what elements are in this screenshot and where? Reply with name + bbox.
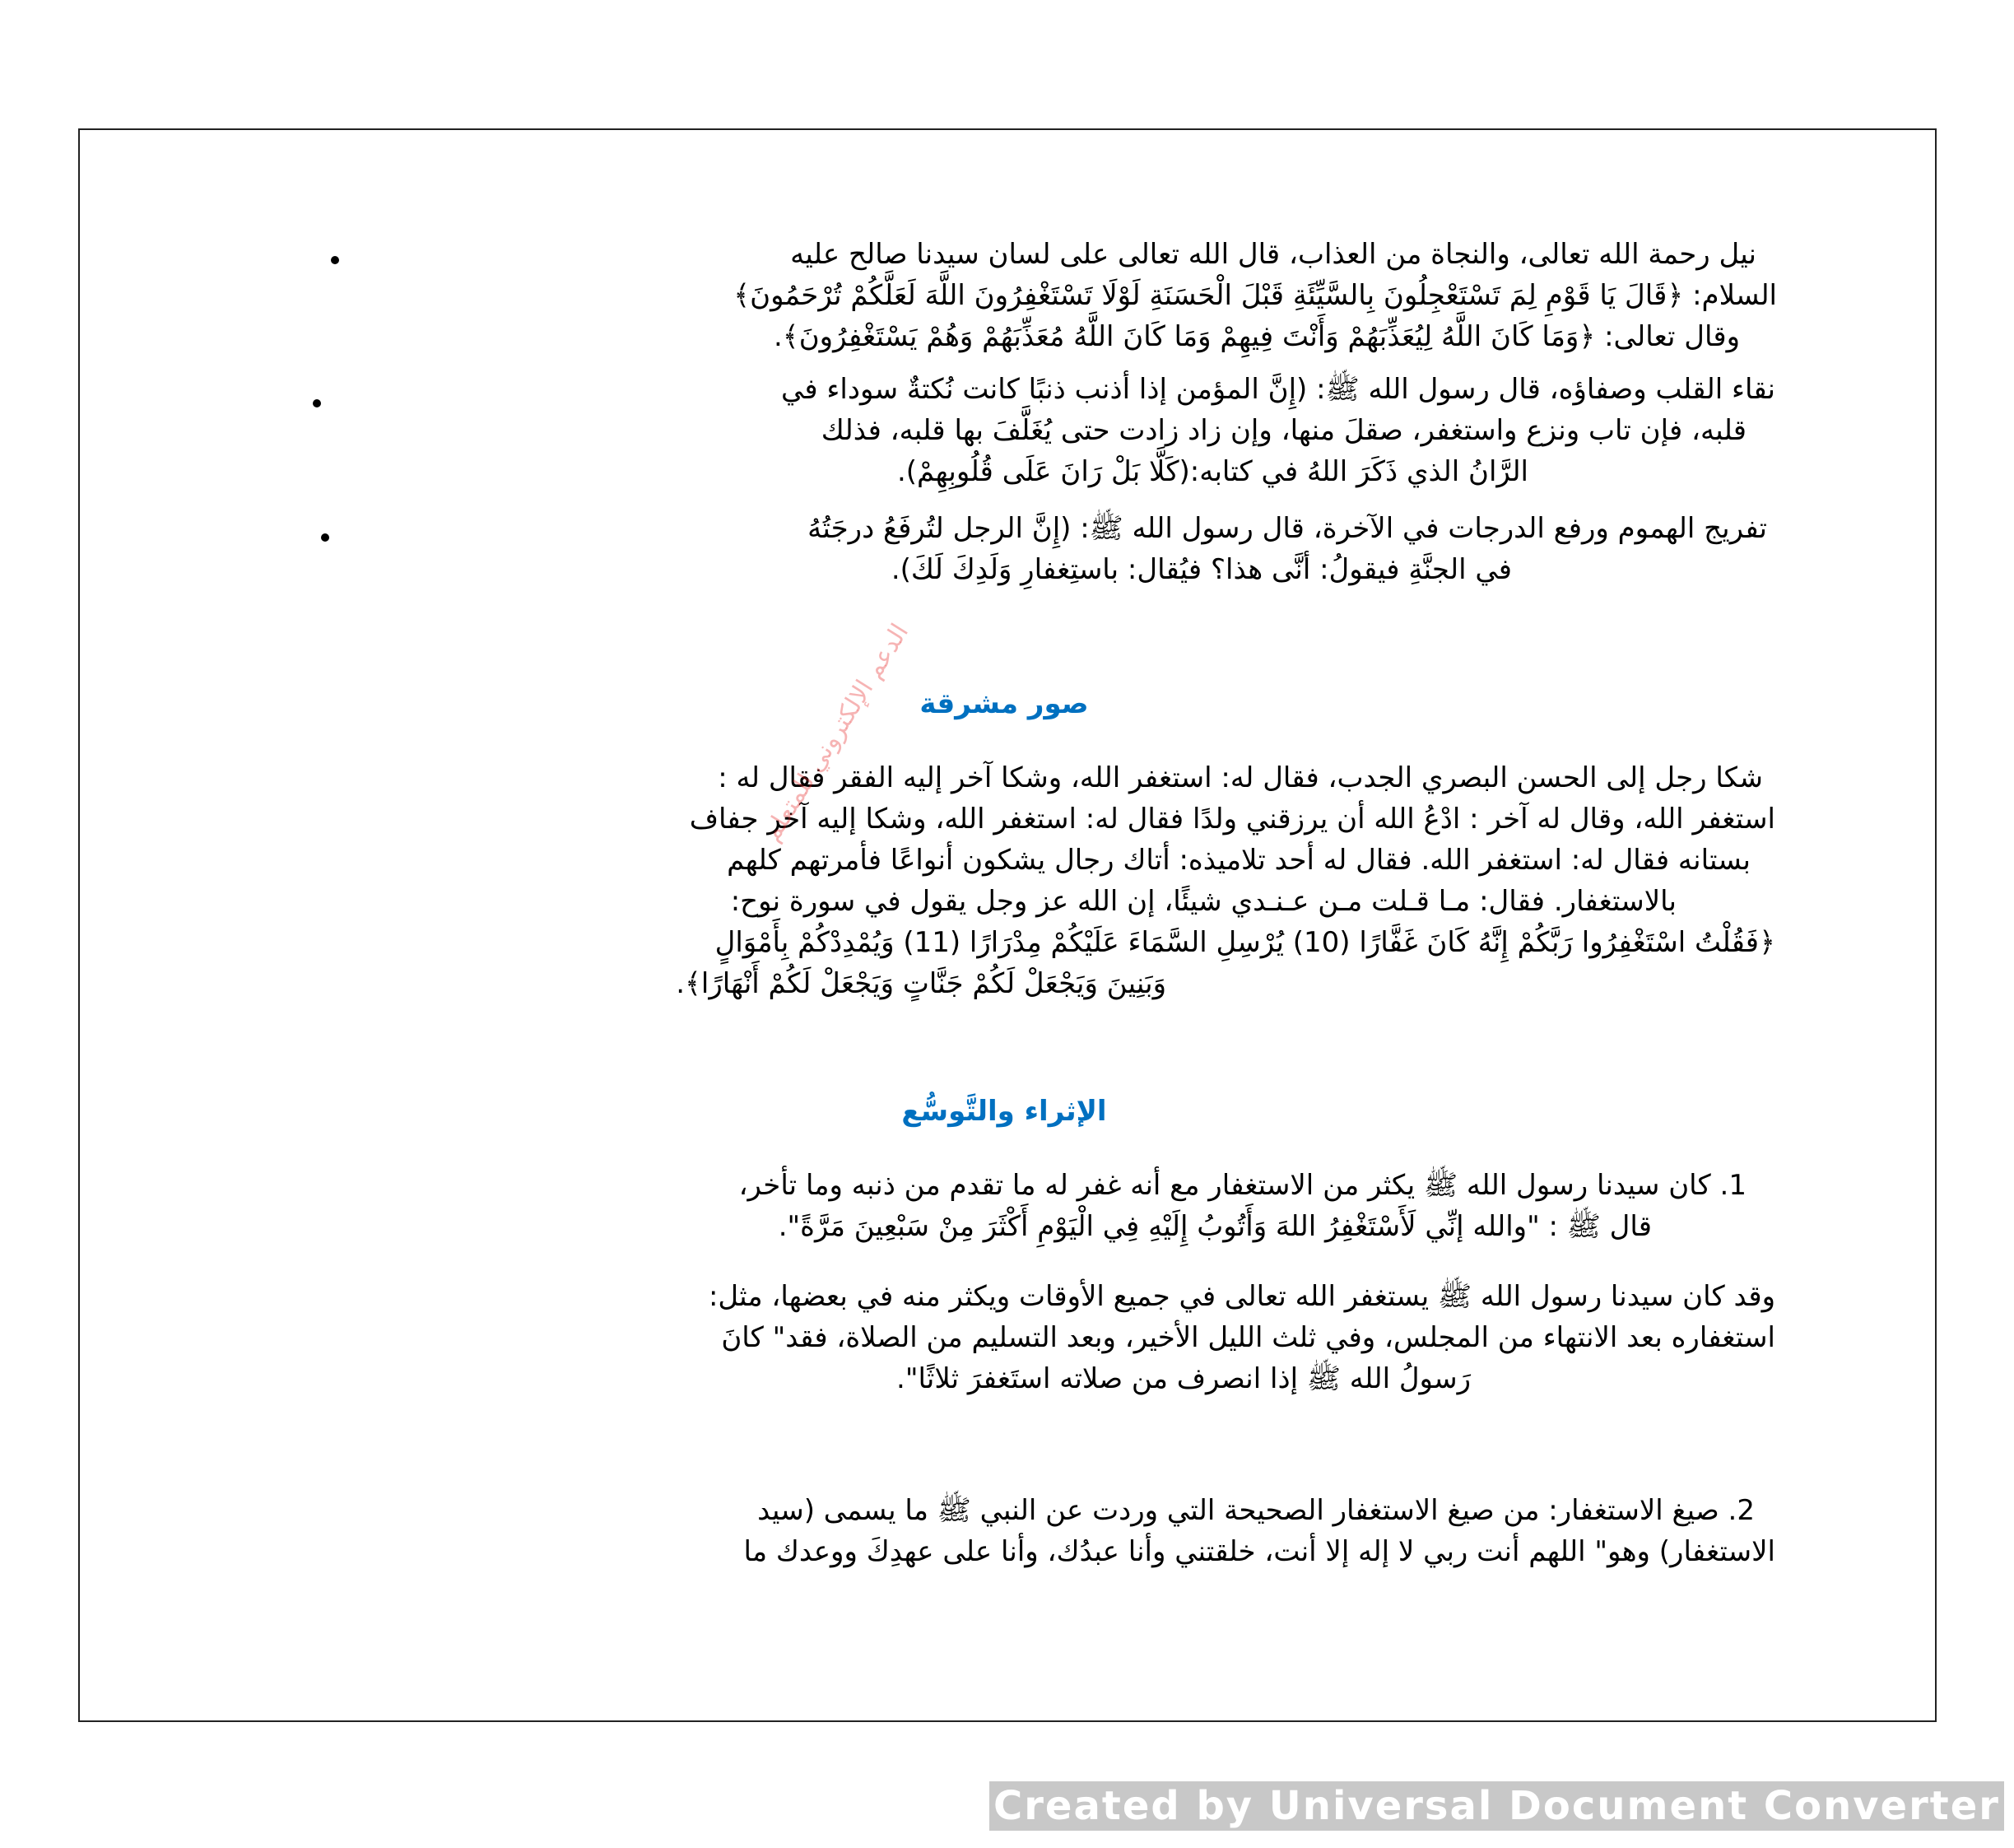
text-line: رَسولُ الله ﷺ إذا انصرف من صلاته استَغفرَ ثلاثًا". — [896, 1362, 1471, 1395]
bullet-item — [246, 234, 1777, 357]
bullet-item — [302, 369, 1775, 492]
text-line: تفريج الهموم ورفع الدرجات في الآخرة، قال رسول الله ﷺ: (إِنَّ الرجل لتُرفَعُ درجَتُهُ — [807, 512, 1767, 545]
text-line: وَبَنِينَ وَيَجْعَلْ لَكُمْ جَنَّاتٍ وَيَجْعَلْ لَكُمْ أَنْهَارًا﴾. — [676, 967, 1166, 1000]
text-line: وقد كان سيدنا رسول الله ﷺ يستغفر الله تعالى في جميع الأوقات ويكثر منه في بعضها، مثل: — [708, 1280, 1775, 1313]
text-line: الرَّانُ الذي ذَكَرَ اللهُ في كتابه:(كَلَّا بَلْ رَانَ عَلَى قُلُوبِهِمْ). — [896, 455, 1528, 488]
text-line: شكا رجل إلى الحسن البصري الجدب، فقال له: استغفر الله، وشكا آخر إليه الفقر فقال له : — [718, 761, 1763, 794]
numbered-item — [244, 1490, 1775, 1572]
text-line: 2. صيغ الاستغفار: من صيغ الاستغفار الصحيحة التي وردت عن النبي ﷺ ما يسمى (سيد — [757, 1494, 1755, 1527]
text-line: 1. كان سيدنا رسول الله ﷺ يكثر من الاستغفار مع أنه غفر له ما تقدم من ذنبه وما تأخر، — [738, 1169, 1747, 1202]
section-paragraph — [244, 1276, 1775, 1399]
text-line: قال ﷺ : "والله إنِّي لَأَسْتَغْفِرُ اللهَ وَأَتُوبُ إِلَيْهِ فِي الْيَوْمِ أَكْثَرَ مِنْ سَبْعِينَ مَرَّةً". — [778, 1210, 1652, 1243]
text-line: بستانه فقال له: استغفر الله. فقال له أحد تلاميذه: أتاك رجال يشكون أنواعًا فأمرتهم كلهم — [727, 844, 1751, 877]
section-paragraph — [162, 757, 1775, 1004]
section-heading: الإثراء والتَّوسُّع — [901, 1095, 1107, 1128]
text-line: ﴿فَقُلْتُ اسْتَغْفِرُوا رَبَّكُمْ إِنَّهُ كَانَ غَفَّارًا (10) يُرْسِلِ السَّمَاءَ عَلَيْكُمْ مِدْرَارًا (11) وَيُمْدِدْكُمْ بِأَمْوَالٍ — [714, 926, 1775, 959]
text-line: استغفر الله، وقال له آخر : ادْعُ الله أن يرزقني ولدًا فقال له: استغفر الله، وشكا إليه آخر جفاف — [689, 803, 1775, 836]
text-line: في الجنَّةِ فيقولُ: أنَّى هذا؟ فيُقال: باستِغفارِ وَلَدِكَ لَكَ). — [891, 553, 1512, 586]
text-line: نيل رحمة الله تعالى، والنجاة من العذاب، قال الله تعالى على لسان سيدنا صالح عليه — [790, 238, 1756, 271]
text-line: بالاستغفار. فقال: مـا قـلت مـن عـنـدي شيئًا، إن الله عز وجل يقول في سورة نوح: — [730, 885, 1677, 918]
text-line: قلبه، فإن تاب ونزع واستغفر، صقلَ منها، وإن زاد زادت حتى يُغَلَّفَ بها قلبه، فذلك — [821, 414, 1747, 447]
numbered-item — [286, 1165, 1767, 1247]
section-heading: صور مشرقة — [919, 687, 1089, 720]
converter-badge: Created by Universal Document Converter — [989, 1781, 2004, 1831]
text-line: الاستغفار) وهو" اللهم أنت ربي لا إله إلا أنت، خلقتني وأنا عبدُك، وأنا على عهدِكَ ووعدك ما — [743, 1535, 1775, 1568]
bullet-item — [327, 508, 1767, 590]
text-line: نقاء القلب وصفاؤه، قال رسول الله ﷺ: (إِنَّ المؤمن إذا أذنب ذنبًا كانت نُكتةٌ سوداء في — [781, 373, 1775, 406]
text-line: استغفاره بعد الانتهاء من المجلس، وفي ثلث الليل الأخير، وبعد التسليم من الصلاة، فقد" كانَ — [721, 1321, 1775, 1354]
text-line: السلام: ﴿قَالَ يَا قَوْمِ لِمَ تَسْتَعْجِلُونَ بِالسَّيِّئَةِ قَبْلَ الْحَسَنَةِ لَوْلَا تَسْتَغْفِرُونَ اللَّهَ لَعَلَّكُمْ تُرْحَمُونَ﴾ — [733, 279, 1777, 312]
text-line: وقال تعالى: ﴿وَمَا كَانَ اللَّهُ لِيُعَذِّبَهُمْ وَأَنْتَ فِيهِمْ وَمَا كَانَ اللَّهُ مُعَذِّبَهُمْ وَهُمْ يَسْتَغْفِرُونَ﴾. — [773, 320, 1740, 353]
watermark-stamp: الدعم الإلكتروني للمتعلم — [757, 618, 915, 847]
